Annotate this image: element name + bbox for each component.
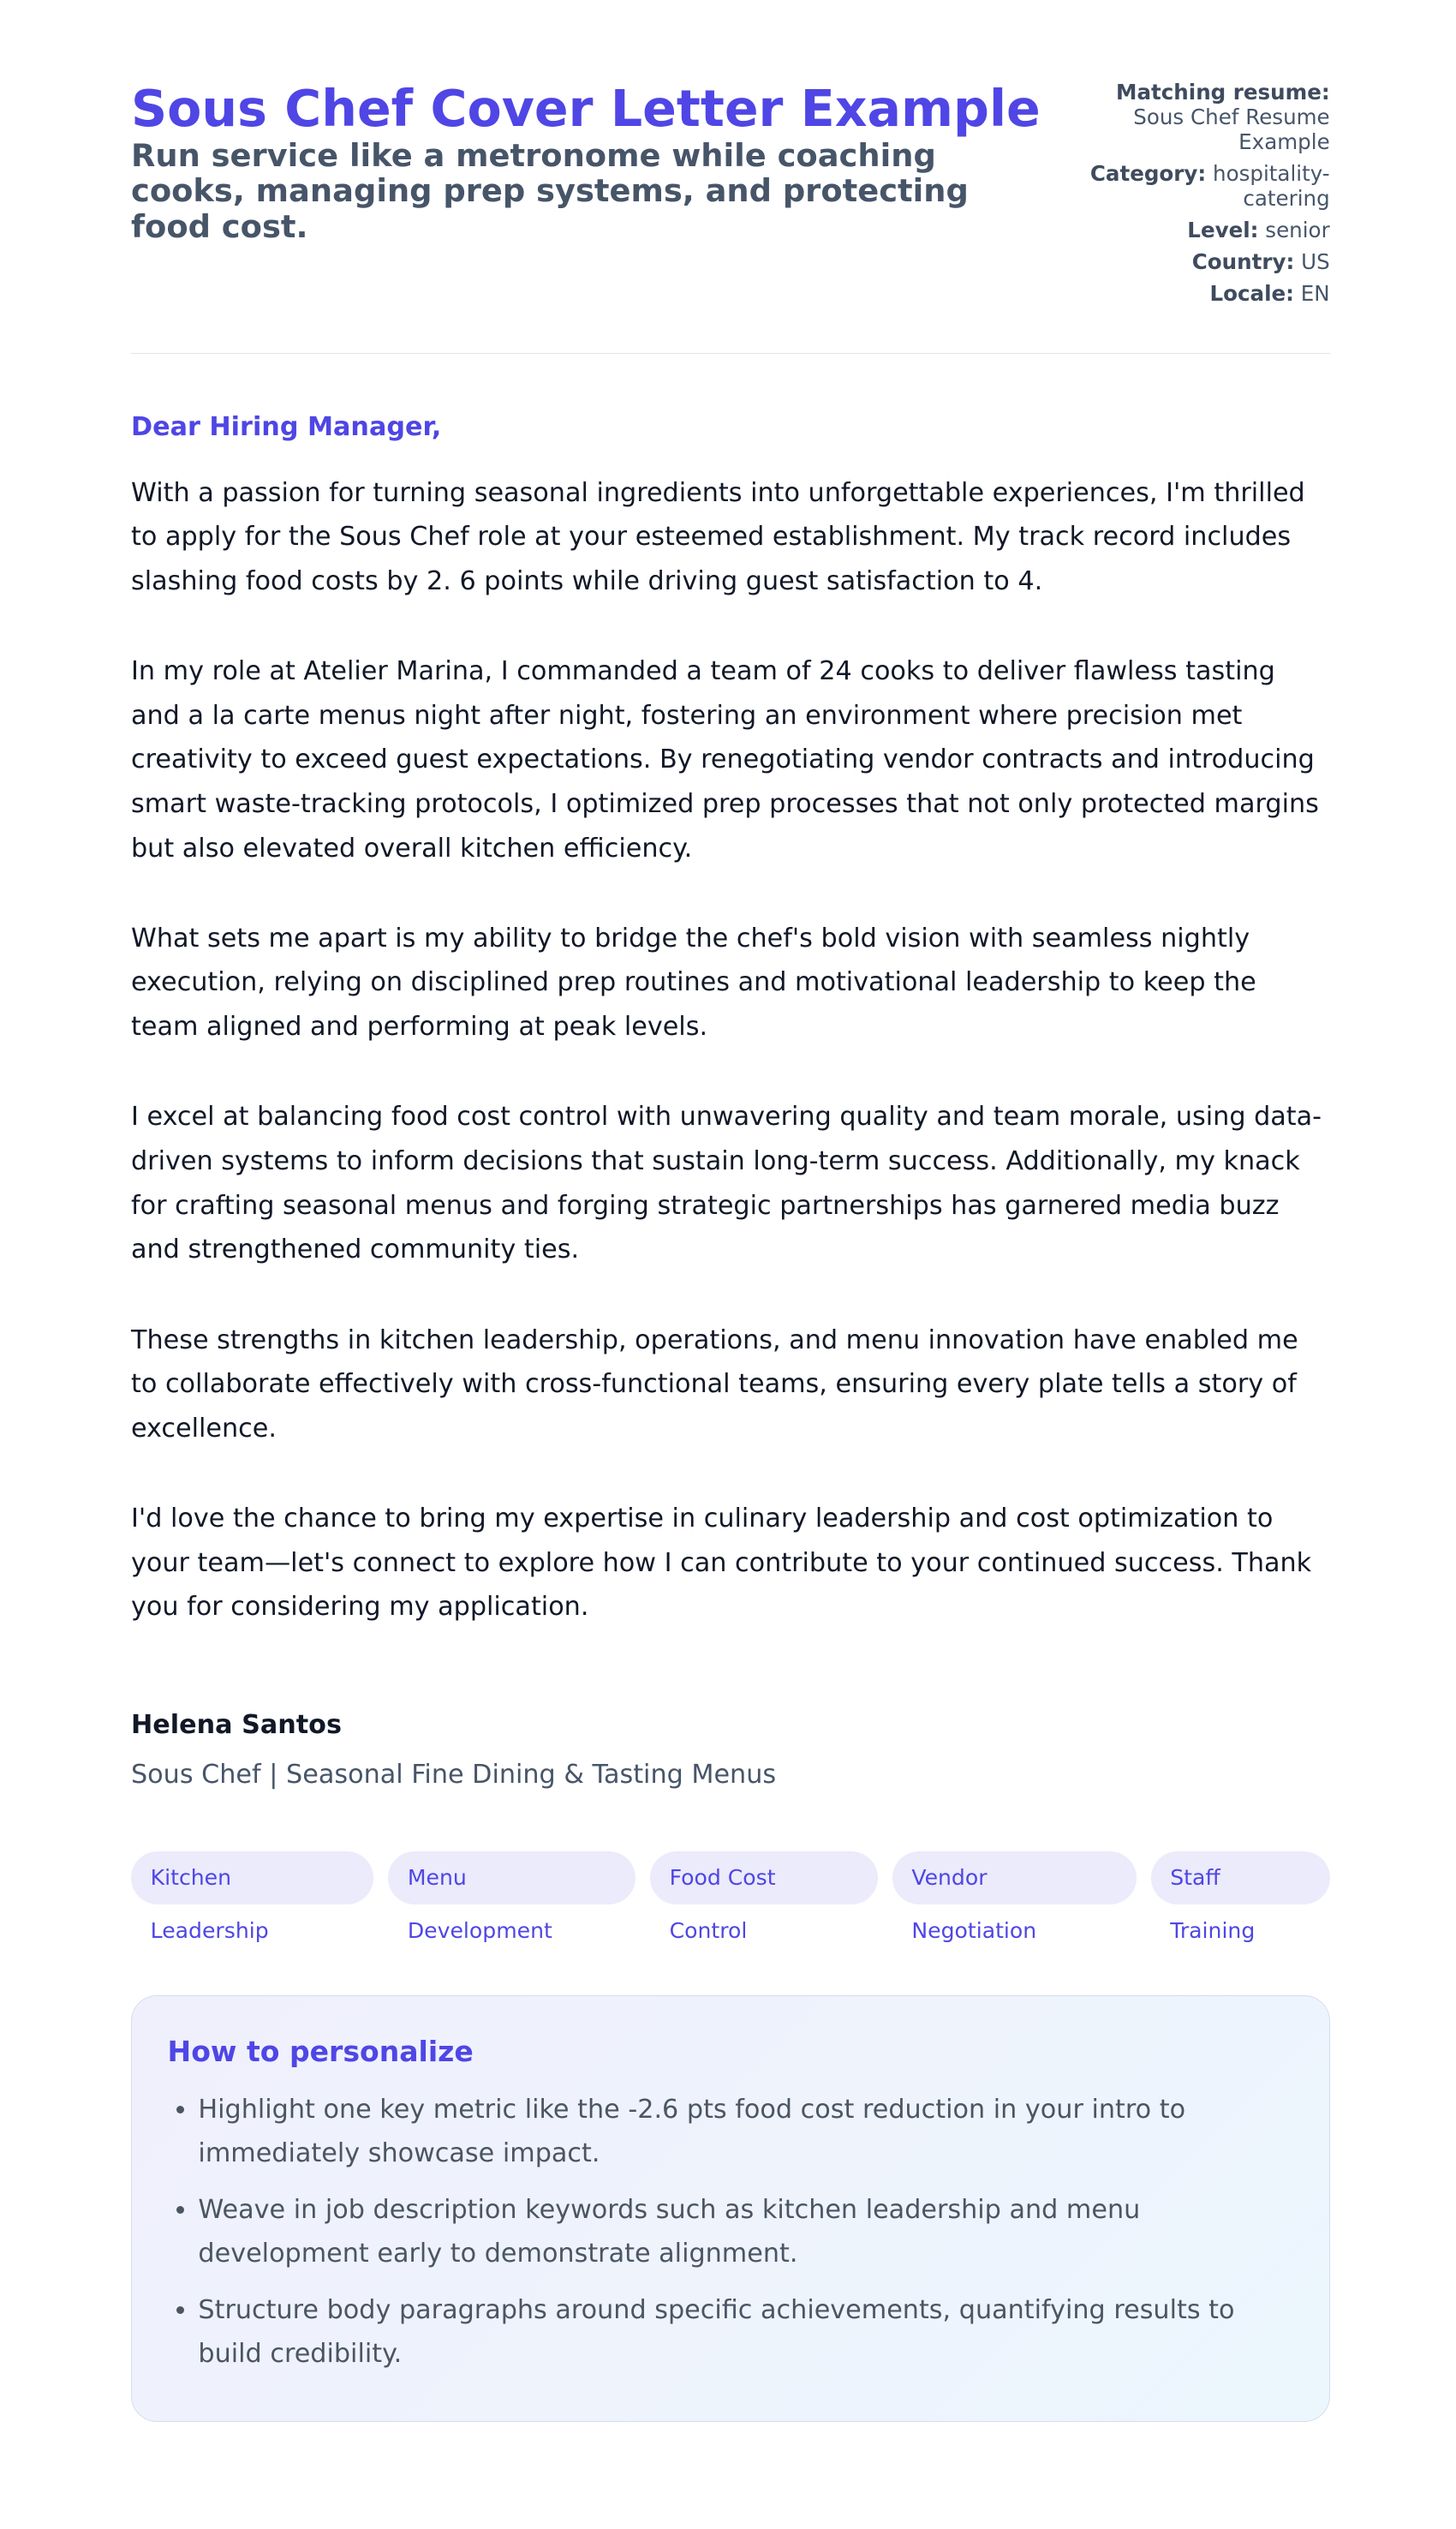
letter-body — [131, 471, 1330, 1629]
signature-title: Sous Chef | Seasonal Fine Dining & Tasting Menus — [131, 1759, 777, 1790]
letter-paragraph: In my role at Atelier Marina, I commanded a team of 24 cooks to deliver flawless tasting and a la carte menus night after night, fostering an environment where precision met creativity to exceed guest expectations. By renegotiating vendor contracts and introducing smart waste-tracking protocols, I optimized prep processes that not only protected margins but also elevated overall kitchen efficiency. — [131, 656, 1319, 864]
signature-name: Helena Santos — [131, 1710, 342, 1741]
page-subtitle: Run service like a metronome while coaching cooks, managing prep systems, and protecting food cost. — [131, 136, 969, 245]
meta-matching-resume — [1087, 80, 1329, 155]
meta-value: EN — [1300, 280, 1330, 306]
letter-paragraph: I excel at balancing food cost control with unwavering quality and team morale, using data-driven systems to inform decisions that sustain long-term success. Additionally, my knack for crafting seasonal menus and forging strategic partnerships has garnered media buzz and strengthened community ties. — [131, 1102, 1322, 1265]
letter-paragraph: What sets me apart is my ability to bridge the chef's bold vision with seamless nightly execution, relying on disciplined prep routines and motivational leadership to keep the team aligned and performing at peak levels. — [131, 923, 1256, 1043]
tips-heading: How to personalize — [167, 2034, 474, 2068]
meta-country — [1087, 249, 1329, 274]
page-title: Sous Chef Cover Letter Example — [131, 79, 1041, 138]
meta-label: Country: — [1191, 248, 1295, 274]
meta-label: Locale: — [1209, 280, 1294, 306]
meta-value: senior — [1265, 218, 1330, 243]
skill-tag: Menu Development — [388, 1851, 636, 1904]
greeting: Dear Hiring Manager, — [131, 411, 442, 442]
title-block — [131, 80, 1041, 313]
meta-panel — [1087, 80, 1329, 313]
letter-paragraph: With a passion for turning seasonal ingredients into unforgettable experiences, I'm thrilled to apply for the Sous Chef role at your esteemed establishment. My track record includes slashing food costs by 2. 6 points while driving guest satisfaction to 4. — [131, 477, 1305, 596]
tips-list — [168, 2088, 1294, 2376]
tip-item: • Structure body paragraphs around specific achievements, quantifying results to build credibility. — [198, 2288, 1293, 2376]
meta-value: hospitality-catering — [1213, 160, 1330, 212]
meta-label: Level: — [1187, 218, 1259, 243]
meta-value: US — [1301, 248, 1330, 274]
tip-item: • Highlight one key metric like the -2.6 pts food cost reduction in your intro to immediately showcase impact. — [198, 2088, 1293, 2175]
skill-tag: Food Cost Control — [650, 1851, 878, 1904]
tip-item: • Weave in job description keywords such as kitchen leadership and menu development early to demonstrate alignment. — [198, 2188, 1293, 2275]
skill-tag: Kitchen Leadership — [131, 1851, 373, 1904]
meta-level — [1087, 218, 1329, 242]
meta-category — [1087, 161, 1329, 212]
skill-tag: Staff Training — [1151, 1851, 1330, 1904]
meta-locale — [1087, 281, 1329, 306]
skill-tags — [131, 1851, 1330, 1943]
letter-paragraph: I'd love the chance to bring my expertise in culinary leadership and cost optimization to your team—let's connect to explore how I can contribute to your continued success. Thank you for considering my application. — [131, 1504, 1312, 1623]
letter-paragraph: These strengths in kitchen leadership, operations, and menu innovation have enabled me to collaborate effectively with cross-functional teams, ensuring every plate tells a story of excellence. — [131, 1324, 1298, 1444]
meta-label: Matching resume: — [1116, 79, 1330, 105]
page-header — [131, 0, 1330, 354]
personalize-tips-box — [131, 1995, 1330, 2422]
skill-tag: Vendor Negotiation — [892, 1851, 1137, 1904]
meta-value: Sous Chef Resume Example — [1133, 104, 1330, 155]
meta-label: Category: — [1089, 160, 1207, 186]
